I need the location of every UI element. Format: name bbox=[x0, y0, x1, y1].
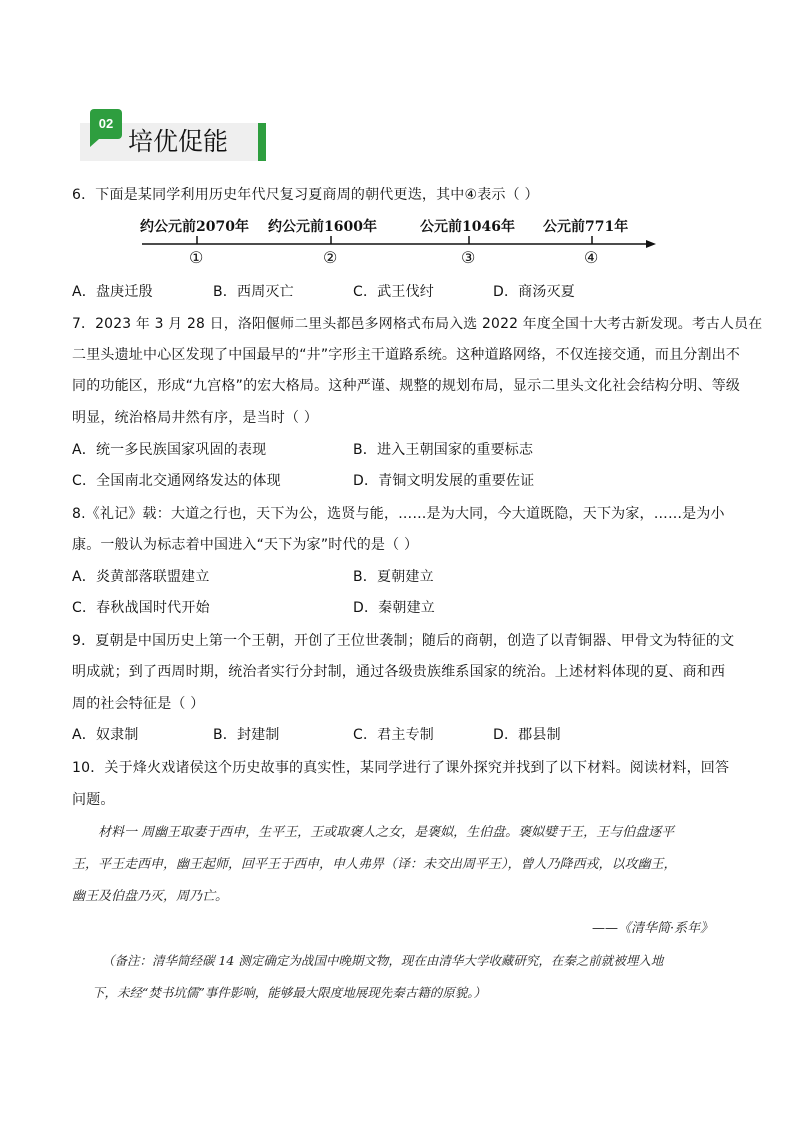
q6-stem: 6．下面是某同学利用历史年代尺复习夏商周的朝代更迭，其中④表示（ ） bbox=[72, 187, 539, 203]
q10-line-2: 问题。 bbox=[72, 792, 115, 808]
timeline-marker-2: ② bbox=[323, 248, 338, 267]
q7-line-2: 二里头遗址中心区发现了中国最早的“井”字形主干道路系统。这种道路网络，不仅连接交通，而且分割出不 bbox=[72, 347, 741, 363]
section-title: 培优促能 bbox=[128, 127, 229, 156]
q6-option-c[interactable]: C．武王伐纣 bbox=[353, 284, 434, 300]
q7-option-c[interactable]: C．全国南北交通网络发达的体现 bbox=[72, 473, 281, 489]
q10-material-source: ——《清华简·系年》 bbox=[592, 921, 714, 936]
q6-option-d[interactable]: D．商汤灭夏 bbox=[493, 284, 575, 300]
q9-option-d[interactable]: D．郡县制 bbox=[493, 727, 561, 743]
q6-option-a[interactable]: A．盘庚迁殷 bbox=[72, 284, 153, 300]
q9-line-1: 9．夏朝是中国历史上第一个王朝，开创了王位世袭制；随后的商朝，创造了以青铜器、甲骨文为特征的文 bbox=[72, 633, 735, 649]
q9-line-2: 明成就；到了西周时期，统治者实行分封制，通过各级贵族维系国家的统治。上述材料体现的夏、商和西 bbox=[72, 664, 726, 680]
q10-material-line-2: 王，平王走西申，幽王起师，回平王于西申，申人弗畀（译：未交出周平王），曾人乃降西戎，以攻幽王， bbox=[72, 857, 677, 872]
q8-option-a[interactable]: A．炎黄部落联盟建立 bbox=[72, 569, 210, 585]
timeline-marker-3: ③ bbox=[461, 248, 476, 267]
q8-option-c[interactable]: C．春秋战国时代开始 bbox=[72, 600, 210, 616]
q10-material-line-1: 材料一 周幽王取妻于西申，生平王，王或取褒人之女，是褒姒，生伯盘。褒姒嬖于王，王与伯盘逐平 bbox=[98, 825, 675, 840]
section-accent-bar bbox=[258, 123, 266, 161]
q8-line-2: 康。一般认为标志着中国进入“天下为家”时代的是（ ） bbox=[72, 537, 419, 553]
q9-option-b[interactable]: B．封建制 bbox=[213, 727, 280, 743]
section-header bbox=[80, 103, 268, 161]
q10-note-line-1: （备注：清华简经碳 14 测定确定为战国中晚期文物，现在由清华大学收藏研究，在秦之前就被埋入地 bbox=[102, 953, 664, 968]
timeline-label-1: 约公元前2070年 bbox=[140, 219, 249, 235]
timeline-label-4: 公元前771年 bbox=[543, 219, 629, 235]
timeline-label-3: 公元前1046年 bbox=[420, 219, 515, 235]
timeline-marker-1: ① bbox=[189, 248, 204, 267]
q8-option-b[interactable]: B．夏朝建立 bbox=[353, 569, 434, 585]
q7-line-4: 明显，统治格局井然有序，是当时（ ） bbox=[72, 410, 319, 426]
q7-line-3: 同的功能区，形成“九宫格”的宏大格局。这种严谨、规整的规划布局，显示二里头文化社会结构分明、等级 bbox=[72, 378, 741, 394]
q6-timeline bbox=[140, 212, 660, 268]
q9-option-c[interactable]: C．君主专制 bbox=[353, 727, 434, 743]
q7-option-a[interactable]: A．统一多民族国家巩固的表现 bbox=[72, 442, 267, 458]
q9-option-a[interactable]: A．奴隶制 bbox=[72, 727, 139, 743]
q6-option-b[interactable]: B．西周灭亡 bbox=[213, 284, 294, 300]
q10-line-1: 10．关于烽火戏诸侯这个历史故事的真实性，某同学进行了课外探究并找到了以下材料。阅读材料，回答 bbox=[72, 760, 730, 776]
q10-note-line-2: 下，未经“焚书坑儒”事件影响，能够最大限度地展现先秦古籍的原貌。） bbox=[92, 985, 487, 1000]
q10-material-line-3: 幽王及伯盘乃灭，周乃亡。 bbox=[72, 889, 229, 904]
q7-line-1: 7．2023 年 3 月 28 日，洛阳偃师二里头都邑多网格式布局入选 2022 年度全国十大考古新发现。考古人员在 bbox=[72, 316, 763, 332]
q7-option-d[interactable]: D．青铜文明发展的重要佐证 bbox=[353, 473, 535, 489]
q9-line-3: 周的社会特征是（ ） bbox=[72, 696, 205, 712]
q7-option-b[interactable]: B．进入王朝国家的重要标志 bbox=[353, 442, 534, 458]
q8-line-1: 8.《礼记》载：大道之行也，天下为公，选贤与能，……是为大同，今大道既隐，天下为家，……是为小 bbox=[72, 506, 725, 522]
timeline-label-2: 约公元前1600年 bbox=[268, 219, 377, 235]
q8-option-d[interactable]: D．秦朝建立 bbox=[353, 600, 435, 616]
timeline-marker-4: ④ bbox=[584, 248, 599, 267]
section-number-badge: 02 bbox=[90, 109, 122, 139]
